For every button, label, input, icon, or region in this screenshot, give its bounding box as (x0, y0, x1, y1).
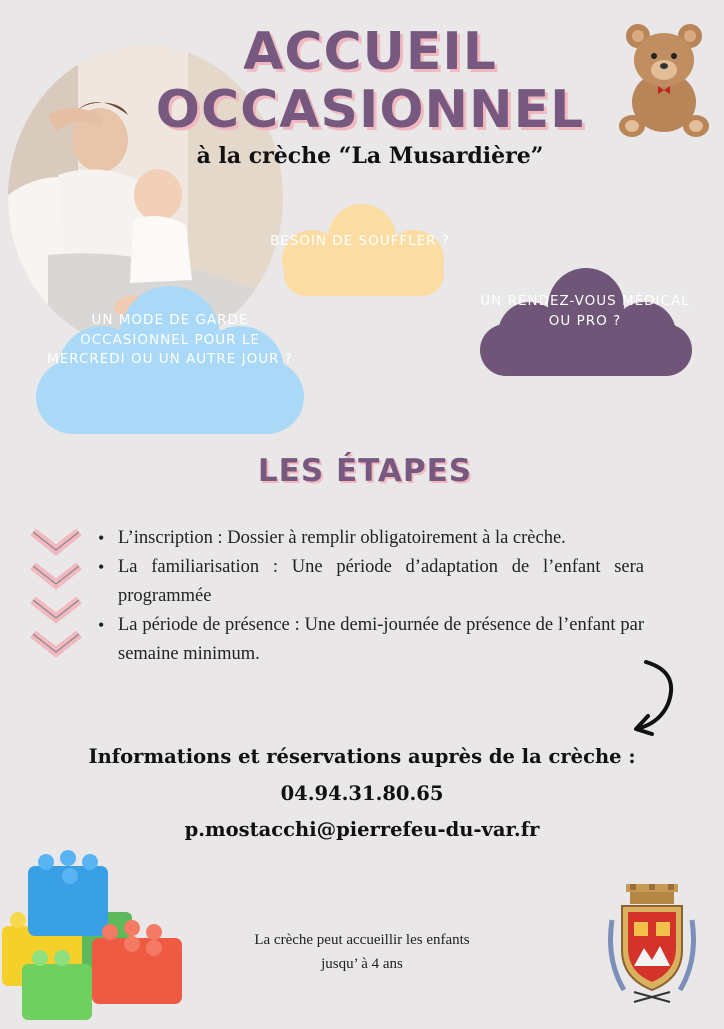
list-item: • La familiarisation : Une période d’adaptation de l’enfant sera programmée (96, 553, 644, 611)
list-item: • La période de présence : Une demi-journée de présence de l’enfant par semaine minimum. (96, 611, 644, 669)
toy-blocks-illustration (0, 846, 190, 1024)
footer-note-line-1: La crèche peut accueillir les enfants (254, 932, 470, 948)
purple-cloud-text: UN RENDEZ-VOUS MÉDICAL OU PRO ? (480, 293, 690, 329)
list-item: • L’inscription : Dossier à remplir obligatoirement à la crèche. (96, 524, 644, 553)
title-line-1: ACCUEIL (243, 22, 497, 82)
chevron-list-markers (30, 526, 82, 668)
contact-email[interactable]: p.mostacchi@pierrefeu-du-var.fr (184, 818, 540, 841)
steps-heading: LES ÉTAPES (257, 453, 473, 489)
contact-heading: Informations et réservations auprès de la crèche : (88, 745, 636, 768)
teddy-bear-illustration (618, 22, 710, 140)
curved-arrow-icon (622, 658, 684, 736)
footer-note (200, 928, 524, 976)
subtitle: à la crèche “La Musardière” (196, 143, 544, 169)
steps-list (96, 524, 644, 669)
contact-phone[interactable]: 04.94.31.80.65 (280, 782, 444, 805)
blue-cloud-text: UN MODE DE GARDE OCCASIONNEL POUR LE MERCREDI OU UN AUTRE JOUR ? (47, 312, 293, 368)
title-line-2: OCCASIONNEL (155, 80, 585, 140)
footer-note-line-2: jusqu’ à 4 ans (321, 956, 403, 972)
municipal-crest (604, 880, 700, 1004)
yellow-cloud-text: BESOIN DE SOUFFLER ? (269, 233, 451, 249)
